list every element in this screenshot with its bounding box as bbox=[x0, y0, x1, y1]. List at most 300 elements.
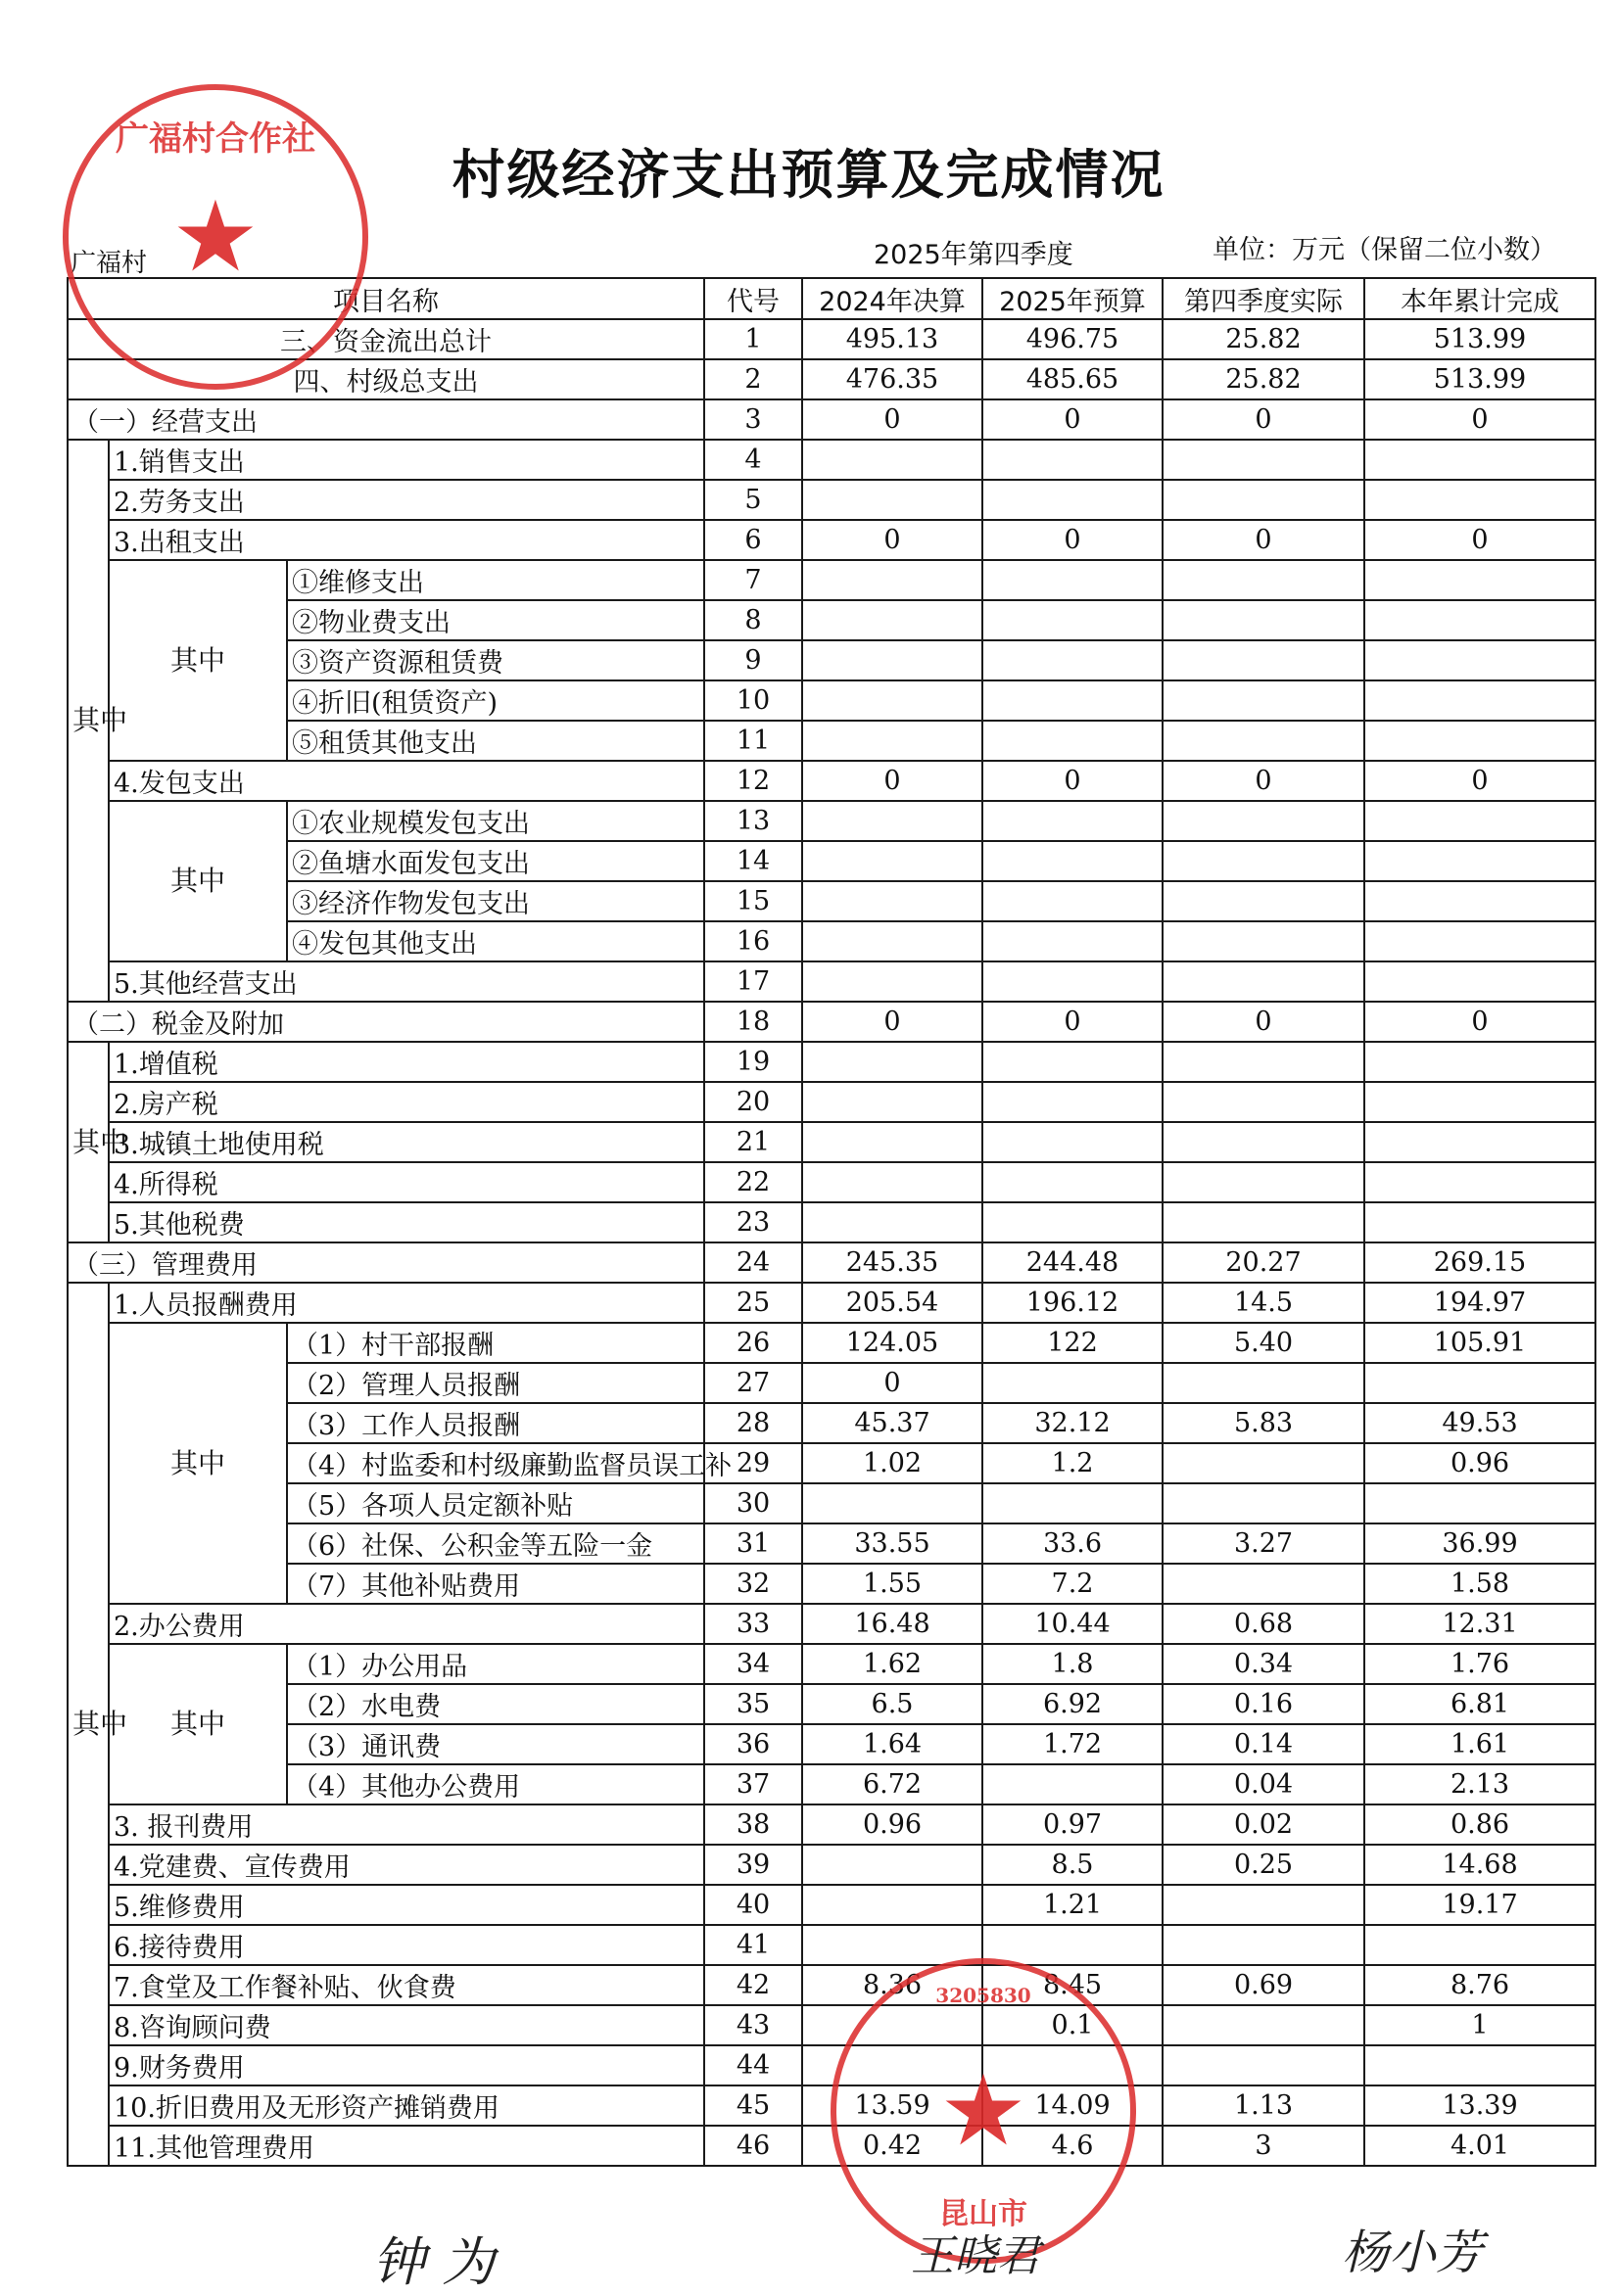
value-c2024 bbox=[802, 600, 982, 640]
value-c2024 bbox=[802, 1845, 982, 1885]
table-row bbox=[68, 1845, 1595, 1885]
value-c2024 bbox=[802, 1162, 982, 1202]
item-code: 15 bbox=[704, 881, 802, 921]
item-code: 29 bbox=[704, 1443, 802, 1483]
item-code: 12 bbox=[704, 761, 802, 801]
official-seal-bottom bbox=[831, 1958, 1136, 2264]
item-name: 1.人员报酬费用 bbox=[109, 1283, 704, 1323]
item-name: ④折旧(租赁资产) bbox=[287, 680, 704, 721]
value-cum: 0 bbox=[1364, 520, 1595, 560]
item-code: 42 bbox=[704, 1965, 802, 2005]
value-cum: 6.81 bbox=[1364, 1684, 1595, 1724]
item-code: 24 bbox=[704, 1242, 802, 1283]
value-cum bbox=[1364, 480, 1595, 520]
value-cum: 1.61 bbox=[1364, 1724, 1595, 1764]
group-label: 其中 bbox=[109, 1644, 287, 1804]
table-row bbox=[68, 440, 1595, 480]
group-label: 其中 bbox=[109, 1323, 287, 1604]
item-code: 23 bbox=[704, 1202, 802, 1242]
value-q4: 5.83 bbox=[1163, 1403, 1364, 1443]
value-q4: 0.25 bbox=[1163, 1845, 1364, 1885]
value-q4 bbox=[1163, 1363, 1364, 1403]
value-c2025: 0.97 bbox=[982, 1804, 1163, 1845]
value-c2025: 1.21 bbox=[982, 1885, 1163, 1925]
item-name: 8.咨询顾问费 bbox=[109, 2005, 704, 2045]
value-cum bbox=[1364, 2045, 1595, 2085]
item-name: ③资产资源租赁费 bbox=[287, 640, 704, 680]
item-code: 44 bbox=[704, 2045, 802, 2085]
value-c2024 bbox=[802, 1122, 982, 1162]
value-c2025: 196.12 bbox=[982, 1283, 1163, 1323]
value-c2025 bbox=[982, 801, 1163, 841]
item-name: （一）经营支出 bbox=[68, 399, 704, 440]
value-q4 bbox=[1163, 1082, 1364, 1122]
table-row bbox=[68, 1403, 1595, 1443]
value-c2025: 6.92 bbox=[982, 1684, 1163, 1724]
seal-bottom-text: 昆山市 bbox=[939, 2197, 1027, 2231]
value-c2025: 14.09 bbox=[982, 2085, 1163, 2126]
item-code: 28 bbox=[704, 1403, 802, 1443]
item-name: （3）通讯费 bbox=[287, 1724, 704, 1764]
item-code: 6 bbox=[704, 520, 802, 560]
header-code: 代号 bbox=[704, 278, 802, 319]
table-row bbox=[68, 1323, 1595, 1363]
value-c2025: 0 bbox=[982, 761, 1163, 801]
value-q4: 0 bbox=[1163, 399, 1364, 440]
value-cum bbox=[1364, 1363, 1595, 1403]
item-name: ①维修支出 bbox=[287, 560, 704, 600]
value-q4 bbox=[1163, 440, 1364, 480]
table-row bbox=[68, 801, 1595, 841]
value-c2025 bbox=[982, 1925, 1163, 1965]
value-c2025 bbox=[982, 721, 1163, 761]
value-q4 bbox=[1163, 1042, 1364, 1082]
item-name: 2.房产税 bbox=[109, 1082, 704, 1122]
value-cum: 0.86 bbox=[1364, 1804, 1595, 1845]
table-row bbox=[68, 1804, 1595, 1845]
item-code: 20 bbox=[704, 1082, 802, 1122]
value-c2025: 0 bbox=[982, 520, 1163, 560]
item-name: ③经济作物发包支出 bbox=[287, 881, 704, 921]
value-cum bbox=[1364, 921, 1595, 961]
value-c2025: 122 bbox=[982, 1323, 1163, 1363]
item-name: （6）社保、公积金等五险一金 bbox=[287, 1523, 704, 1564]
value-cum: 1.76 bbox=[1364, 1644, 1595, 1684]
value-c2025: 1.2 bbox=[982, 1443, 1163, 1483]
value-c2024 bbox=[802, 921, 982, 961]
table-row bbox=[68, 640, 1595, 680]
item-name: 3. 报刊费用 bbox=[109, 1804, 704, 1845]
value-c2025 bbox=[982, 1122, 1163, 1162]
item-code: 32 bbox=[704, 1564, 802, 1604]
value-c2025: 8.45 bbox=[982, 1965, 1163, 2005]
value-cum bbox=[1364, 961, 1595, 1002]
value-c2025 bbox=[982, 1162, 1163, 1202]
table-row bbox=[68, 1523, 1595, 1564]
value-q4: 25.82 bbox=[1163, 359, 1364, 399]
value-c2024 bbox=[802, 1202, 982, 1242]
item-code: 10 bbox=[704, 680, 802, 721]
header-q4: 第四季度实际 bbox=[1163, 278, 1364, 319]
value-c2024: 45.37 bbox=[802, 1403, 982, 1443]
table-row bbox=[68, 1885, 1595, 1925]
signature-3: 杨小芳 bbox=[1342, 2226, 1484, 2280]
table-row bbox=[68, 600, 1595, 640]
value-c2024 bbox=[802, 480, 982, 520]
value-q4: 5.40 bbox=[1163, 1323, 1364, 1363]
value-cum bbox=[1364, 560, 1595, 600]
item-code: 43 bbox=[704, 2005, 802, 2045]
table-row bbox=[68, 721, 1595, 761]
table-row bbox=[68, 1684, 1595, 1724]
table-row bbox=[68, 841, 1595, 881]
table-row bbox=[68, 1965, 1595, 2005]
item-name: 6.接待费用 bbox=[109, 1925, 704, 1965]
value-c2025: 1.72 bbox=[982, 1724, 1163, 1764]
value-cum: 194.97 bbox=[1364, 1283, 1595, 1323]
item-name: （4）其他办公费用 bbox=[287, 1764, 704, 1804]
value-c2025: 4.6 bbox=[982, 2126, 1163, 2166]
group-label: 其中 bbox=[109, 560, 287, 761]
item-name: 11.其他管理费用 bbox=[109, 2126, 704, 2166]
value-c2025: 1.8 bbox=[982, 1644, 1163, 1684]
value-cum: 0 bbox=[1364, 1002, 1595, 1042]
value-c2025: 10.44 bbox=[982, 1604, 1163, 1644]
value-c2024 bbox=[802, 560, 982, 600]
value-cum bbox=[1364, 801, 1595, 841]
item-code: 17 bbox=[704, 961, 802, 1002]
value-c2024 bbox=[802, 1483, 982, 1523]
value-cum: 1.58 bbox=[1364, 1564, 1595, 1604]
value-cum: 36.99 bbox=[1364, 1523, 1595, 1564]
value-c2025: 244.48 bbox=[982, 1242, 1163, 1283]
seal-top-text: 广福村合作社 bbox=[116, 119, 315, 159]
item-name: ④发包其他支出 bbox=[287, 921, 704, 961]
item-code: 4 bbox=[704, 440, 802, 480]
official-seal-top bbox=[63, 84, 368, 390]
table-row bbox=[68, 520, 1595, 560]
value-c2024 bbox=[802, 841, 982, 881]
table-row bbox=[68, 1162, 1595, 1202]
table-row bbox=[68, 480, 1595, 520]
value-q4 bbox=[1163, 1443, 1364, 1483]
value-cum bbox=[1364, 1483, 1595, 1523]
item-name: （4）村监委和村级廉勤监督员误工补 bbox=[287, 1443, 704, 1483]
table-row bbox=[68, 399, 1595, 440]
item-name: （3）工作人员报酬 bbox=[287, 1403, 704, 1443]
item-code: 1 bbox=[704, 319, 802, 359]
value-cum: 0 bbox=[1364, 399, 1595, 440]
item-name: ⑤租赁其他支出 bbox=[287, 721, 704, 761]
value-cum: 14.68 bbox=[1364, 1845, 1595, 1885]
value-c2025 bbox=[982, 480, 1163, 520]
value-q4 bbox=[1163, 721, 1364, 761]
value-q4 bbox=[1163, 961, 1364, 1002]
value-c2024: 476.35 bbox=[802, 359, 982, 399]
item-code: 25 bbox=[704, 1283, 802, 1323]
value-q4 bbox=[1163, 1564, 1364, 1604]
table-row bbox=[68, 1242, 1595, 1283]
item-name: 3.出租支出 bbox=[109, 520, 704, 560]
value-c2024 bbox=[802, 640, 982, 680]
item-code: 14 bbox=[704, 841, 802, 881]
item-name: 5.维修费用 bbox=[109, 1885, 704, 1925]
table-row bbox=[68, 1764, 1595, 1804]
value-c2025 bbox=[982, 1764, 1163, 1804]
table-row bbox=[68, 1002, 1595, 1042]
item-name: 2.办公费用 bbox=[109, 1604, 704, 1644]
item-name: 四、村级总支出 bbox=[68, 359, 704, 399]
value-c2024: 0.42 bbox=[802, 2126, 982, 2166]
item-name: （二）税金及附加 bbox=[68, 1002, 704, 1042]
table-row bbox=[68, 1082, 1595, 1122]
value-c2025: 7.2 bbox=[982, 1564, 1163, 1604]
item-code: 18 bbox=[704, 1002, 802, 1042]
value-c2025 bbox=[982, 881, 1163, 921]
item-code: 13 bbox=[704, 801, 802, 841]
value-cum: 12.31 bbox=[1364, 1604, 1595, 1644]
signature-1: 钟 为 bbox=[372, 2231, 496, 2293]
group-label: 其中 bbox=[68, 1042, 109, 1242]
group-label: 其中 bbox=[68, 440, 109, 1002]
header-2025: 2025年预算 bbox=[982, 278, 1163, 319]
value-c2024 bbox=[802, 680, 982, 721]
value-c2024: 8.36 bbox=[802, 1965, 982, 2005]
value-c2025 bbox=[982, 600, 1163, 640]
value-c2024: 0 bbox=[802, 761, 982, 801]
value-cum: 1 bbox=[1364, 2005, 1595, 2045]
item-code: 46 bbox=[704, 2126, 802, 2166]
value-cum: 49.53 bbox=[1364, 1403, 1595, 1443]
value-c2024 bbox=[802, 1042, 982, 1082]
item-code: 39 bbox=[704, 1845, 802, 1885]
item-code: 5 bbox=[704, 480, 802, 520]
value-c2024: 0 bbox=[802, 1002, 982, 1042]
item-name: ②物业费支出 bbox=[287, 600, 704, 640]
table-row bbox=[68, 1724, 1595, 1764]
item-code: 21 bbox=[704, 1122, 802, 1162]
item-code: 41 bbox=[704, 1925, 802, 1965]
item-code: 30 bbox=[704, 1483, 802, 1523]
table-row bbox=[68, 560, 1595, 600]
item-name: 10.折旧费用及无形资产摊销费用 bbox=[109, 2085, 704, 2126]
table-row bbox=[68, 1443, 1595, 1483]
value-cum: 4.01 bbox=[1364, 2126, 1595, 2166]
value-c2024: 33.55 bbox=[802, 1523, 982, 1564]
item-code: 38 bbox=[704, 1804, 802, 1845]
table-row bbox=[68, 680, 1595, 721]
value-q4: 0.16 bbox=[1163, 1684, 1364, 1724]
item-name: 7.食堂及工作餐补贴、伙食费 bbox=[109, 1965, 704, 2005]
value-cum bbox=[1364, 881, 1595, 921]
item-name: 4.发包支出 bbox=[109, 761, 704, 801]
item-code: 40 bbox=[704, 1885, 802, 1925]
item-code: 7 bbox=[704, 560, 802, 600]
value-c2025: 0 bbox=[982, 399, 1163, 440]
value-cum: 0.96 bbox=[1364, 1443, 1595, 1483]
value-cum bbox=[1364, 1925, 1595, 1965]
value-c2025 bbox=[982, 440, 1163, 480]
item-name: （2）管理人员报酬 bbox=[287, 1363, 704, 1403]
value-c2024 bbox=[802, 1885, 982, 1925]
value-q4 bbox=[1163, 881, 1364, 921]
value-q4 bbox=[1163, 1202, 1364, 1242]
item-name: 5.其他经营支出 bbox=[109, 961, 704, 1002]
item-name: 三、资金流出总计 bbox=[68, 319, 704, 359]
value-c2025: 485.65 bbox=[982, 359, 1163, 399]
item-name: 1.增值税 bbox=[109, 1042, 704, 1082]
item-name: ②鱼塘水面发包支出 bbox=[287, 841, 704, 881]
item-code: 22 bbox=[704, 1162, 802, 1202]
value-q4: 14.5 bbox=[1163, 1283, 1364, 1323]
value-cum bbox=[1364, 721, 1595, 761]
value-cum bbox=[1364, 640, 1595, 680]
item-name: （1）办公用品 bbox=[287, 1644, 704, 1684]
value-c2024: 495.13 bbox=[802, 319, 982, 359]
item-name: 3.城镇土地使用税 bbox=[109, 1122, 704, 1162]
value-c2025: 32.12 bbox=[982, 1403, 1163, 1443]
table-row bbox=[68, 2045, 1595, 2085]
value-q4 bbox=[1163, 841, 1364, 881]
value-c2025 bbox=[982, 841, 1163, 881]
value-cum: 13.39 bbox=[1364, 2085, 1595, 2126]
value-q4 bbox=[1163, 640, 1364, 680]
value-q4 bbox=[1163, 480, 1364, 520]
village-name: 广福村 bbox=[71, 249, 148, 278]
value-cum: 8.76 bbox=[1364, 1965, 1595, 2005]
item-name: ①农业规模发包支出 bbox=[287, 801, 704, 841]
value-q4 bbox=[1163, 2045, 1364, 2085]
table-row bbox=[68, 1604, 1595, 1644]
table-row bbox=[68, 1363, 1595, 1403]
value-c2025 bbox=[982, 560, 1163, 600]
value-q4: 0.02 bbox=[1163, 1804, 1364, 1845]
value-q4 bbox=[1163, 1483, 1364, 1523]
value-cum: 513.99 bbox=[1364, 359, 1595, 399]
value-cum bbox=[1364, 1122, 1595, 1162]
item-name: 2.劳务支出 bbox=[109, 480, 704, 520]
value-cum: 2.13 bbox=[1364, 1764, 1595, 1804]
table-row bbox=[68, 1283, 1595, 1323]
value-q4 bbox=[1163, 1925, 1364, 1965]
item-name: 4.所得税 bbox=[109, 1162, 704, 1202]
value-cum bbox=[1364, 1042, 1595, 1082]
item-code: 19 bbox=[704, 1042, 802, 1082]
value-c2025: 0 bbox=[982, 1002, 1163, 1042]
value-c2024: 1.02 bbox=[802, 1443, 982, 1483]
value-c2024: 124.05 bbox=[802, 1323, 982, 1363]
item-code: 8 bbox=[704, 600, 802, 640]
item-name: 5.其他税费 bbox=[109, 1202, 704, 1242]
value-q4 bbox=[1163, 2005, 1364, 2045]
value-q4 bbox=[1163, 1885, 1364, 1925]
value-c2024: 205.54 bbox=[802, 1283, 982, 1323]
item-name: （1）村干部报酬 bbox=[287, 1323, 704, 1363]
value-c2024 bbox=[802, 1082, 982, 1122]
value-q4: 20.27 bbox=[1163, 1242, 1364, 1283]
seal-bottom-number: 3205830 bbox=[935, 1984, 1031, 2007]
value-c2024 bbox=[802, 961, 982, 1002]
value-cum: 513.99 bbox=[1364, 319, 1595, 359]
value-c2024 bbox=[802, 440, 982, 480]
value-q4 bbox=[1163, 1162, 1364, 1202]
value-c2025: 0.1 bbox=[982, 2005, 1163, 2045]
item-name: （5）各项人员定额补贴 bbox=[287, 1483, 704, 1523]
value-c2025 bbox=[982, 961, 1163, 1002]
expenditure-table bbox=[67, 277, 1596, 2167]
value-q4 bbox=[1163, 921, 1364, 961]
value-c2024: 6.72 bbox=[802, 1764, 982, 1804]
value-q4: 0.69 bbox=[1163, 1965, 1364, 2005]
item-code: 45 bbox=[704, 2085, 802, 2126]
item-name: （2）水电费 bbox=[287, 1684, 704, 1724]
header-name: 项目名称 bbox=[68, 278, 704, 319]
value-q4: 0.04 bbox=[1163, 1764, 1364, 1804]
value-cum bbox=[1364, 1082, 1595, 1122]
value-c2025 bbox=[982, 1483, 1163, 1523]
value-c2024: 13.59 bbox=[802, 2085, 982, 2126]
value-c2024: 1.62 bbox=[802, 1644, 982, 1684]
table-row bbox=[68, 761, 1595, 801]
value-c2024 bbox=[802, 881, 982, 921]
value-cum: 269.15 bbox=[1364, 1242, 1595, 1283]
value-q4 bbox=[1163, 600, 1364, 640]
table-row bbox=[68, 1483, 1595, 1523]
item-code: 11 bbox=[704, 721, 802, 761]
value-c2024: 0.96 bbox=[802, 1804, 982, 1845]
page-title: 村级经济支出预算及完成情况 bbox=[452, 144, 1165, 206]
item-name: 9.财务费用 bbox=[109, 2045, 704, 2085]
value-c2025 bbox=[982, 1202, 1163, 1242]
value-q4 bbox=[1163, 560, 1364, 600]
table-row bbox=[68, 921, 1595, 961]
value-q4 bbox=[1163, 801, 1364, 841]
table-row bbox=[68, 1925, 1595, 1965]
value-cum bbox=[1364, 1202, 1595, 1242]
value-q4: 0 bbox=[1163, 761, 1364, 801]
group-label: 其中 bbox=[109, 801, 287, 961]
value-q4: 0 bbox=[1163, 520, 1364, 560]
value-cum bbox=[1364, 600, 1595, 640]
table-row bbox=[68, 1644, 1595, 1684]
value-q4: 0.34 bbox=[1163, 1644, 1364, 1684]
value-c2024 bbox=[802, 801, 982, 841]
value-q4: 0.14 bbox=[1163, 1724, 1364, 1764]
value-c2024: 0 bbox=[802, 1363, 982, 1403]
table-row bbox=[68, 881, 1595, 921]
value-q4: 0.68 bbox=[1163, 1604, 1364, 1644]
table-row bbox=[68, 961, 1595, 1002]
table-row bbox=[68, 1202, 1595, 1242]
value-cum: 105.91 bbox=[1364, 1323, 1595, 1363]
value-c2024 bbox=[802, 1925, 982, 1965]
item-code: 34 bbox=[704, 1644, 802, 1684]
item-code: 33 bbox=[704, 1604, 802, 1644]
value-c2025: 496.75 bbox=[982, 319, 1163, 359]
star-icon: ★ bbox=[939, 2053, 1027, 2168]
value-c2024: 1.64 bbox=[802, 1724, 982, 1764]
value-cum bbox=[1364, 1162, 1595, 1202]
item-code: 35 bbox=[704, 1684, 802, 1724]
value-c2024: 0 bbox=[802, 520, 982, 560]
item-code: 31 bbox=[704, 1523, 802, 1564]
item-code: 16 bbox=[704, 921, 802, 961]
item-code: 36 bbox=[704, 1724, 802, 1764]
value-c2025 bbox=[982, 1363, 1163, 1403]
item-name: 4.党建费、宣传费用 bbox=[109, 1845, 704, 1885]
table-row bbox=[68, 1564, 1595, 1604]
value-c2024: 6.5 bbox=[802, 1684, 982, 1724]
